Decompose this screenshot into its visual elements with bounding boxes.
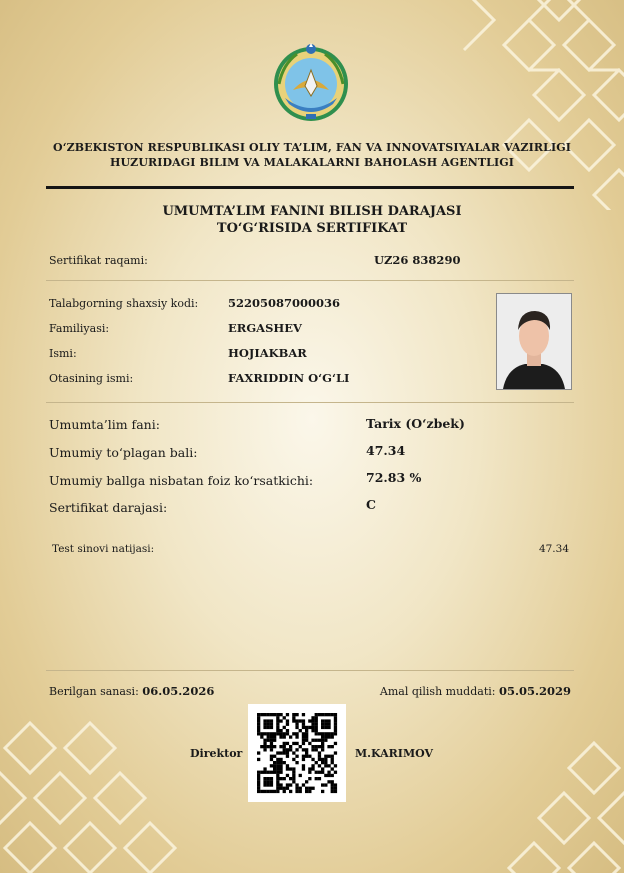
personal-code-label: Talabgorning shaxsiy kodi: — [49, 297, 199, 310]
divider-2 — [46, 402, 574, 403]
valid-until-label: Amal qilish muddati: — [379, 685, 496, 698]
percent-label: Umumiy ballga nisbatan foiz ko‘rsatkichi: — [49, 473, 314, 488]
certificate-title-line-2: TO‘G‘RISIDA SERTIFIKAT — [216, 221, 408, 236]
subject-value: Tarix (O‘zbek) — [366, 416, 465, 431]
issued-date-value: 06.05.2026 — [142, 684, 215, 698]
signatory-title: Direktor — [190, 747, 243, 760]
qr-code-icon — [248, 704, 346, 802]
holder-photo — [496, 293, 572, 390]
level-value: C — [366, 497, 376, 512]
patronymic-value: FAXRIDDIN O‘G‘LI — [228, 371, 350, 385]
personal-code-value: 52205087000036 — [228, 296, 341, 310]
test-result-value: 47.34 — [538, 543, 569, 555]
divider-1 — [46, 280, 574, 281]
first-name-value: HOJIAKBAR — [228, 346, 307, 360]
state-emblem-icon — [269, 40, 353, 124]
header-divider — [46, 186, 574, 189]
patronymic-label: Otasining ismi: — [49, 372, 134, 385]
agency-line-2: HUZURIDAGI BILIM VA MALAKALARNI BAHOLASH AGENTLIGI — [110, 156, 514, 169]
total-score-value: 47.34 — [366, 443, 406, 458]
issued-date — [49, 684, 214, 698]
qr-code[interactable] — [248, 704, 346, 802]
certificate-number-label: Sertifikat raqami: — [49, 254, 148, 267]
issued-date-label: Berilgan sanasi: — [49, 685, 139, 698]
total-score-label: Umumiy to‘plagan bali: — [49, 445, 198, 460]
subject-label: Umumta’lim fani: — [49, 417, 160, 432]
certificate-number-value: UZ26 838290 — [374, 253, 461, 267]
certificate-title-line-1: UMUMTA’LIM FANINI BILISH DARAJASI — [162, 204, 462, 219]
test-result-label: Test sinovi natijasi: — [52, 543, 155, 555]
valid-until — [380, 684, 571, 698]
level-label: Sertifikat darajasi: — [49, 500, 168, 515]
first-name-label: Ismi: — [49, 347, 77, 360]
ornament-bottom-left — [0, 693, 200, 873]
divider-3 — [46, 670, 574, 671]
ornament-top-right — [434, 0, 624, 210]
surname-label: Familiyasi: — [49, 322, 110, 335]
signatory-name: M.KARIMOV — [355, 747, 434, 760]
valid-until-value: 05.05.2029 — [498, 684, 571, 698]
surname-value: ERGASHEV — [228, 321, 302, 335]
percent-value: 72.83 % — [366, 470, 422, 485]
agency-line-1: O‘ZBEKISTON RESPUBLIKASI OLIY TA’LIM, FAN VA INNOVATSIYALAR VAZIRLIGI — [53, 141, 571, 154]
ornament-bottom-right — [454, 723, 624, 873]
